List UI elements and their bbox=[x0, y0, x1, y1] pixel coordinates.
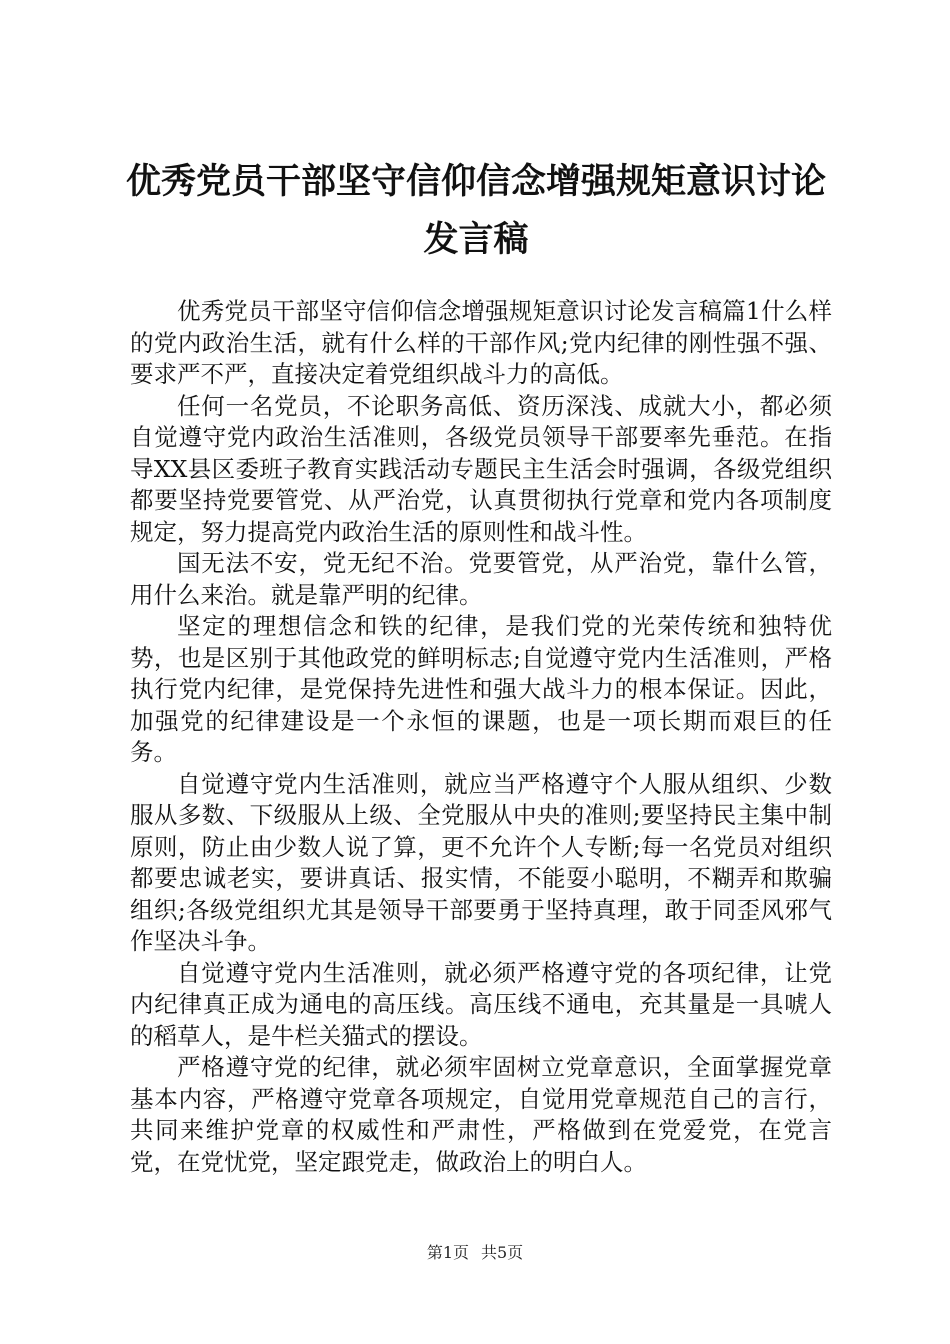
page-number-current: 第1页 bbox=[426, 1243, 469, 1262]
page-footer bbox=[0, 1243, 950, 1263]
paragraph: 任何一名党员，不论职务高低、资历深浅、成就大小，都必须自觉遵守党内政治生活准则，各级党员领导干部要率先垂范。在指导XX县区委班子教育实践活动专题民主生活会时强调，各级党组织都要坚持党要管党、从严治党，认真贯彻执行党章和党内各项制度规定，努力提高党内政治生活的原则性和战斗性。 bbox=[130, 391, 832, 546]
paragraph: 坚定的理想信念和铁的纪律，是我们党的光荣传统和独特优势，也是区别于其他政党的鲜明标志;自觉遵守党内生活准则，严格执行党内纪律，是党保持先进性和强大战斗力的根本保证。因此，加强党的纪律建设是一个永恒的课题，也是一项长期而艰巨的任务。 bbox=[130, 612, 832, 766]
paragraph: 严格遵守党的纪律，就必须牢固树立党章意识，全面掌握党章基本内容，严格遵守党章各项规定，自觉用党章规范自己的言行，共同来维护党章的权威性和严肃性，严格做到在党爱党，在党言党，在党忧党，坚定跟党走，做政治上的明白人。 bbox=[130, 1053, 832, 1176]
paragraph: 自觉遵守党内生活准则，就应当严格遵守个人服从组织、少数服从多数、下级服从上级、全党服从中央的准则;要坚持民主集中制原则，防止由少数人说了算，更不允许个人专断;每一名党员对组织都要忠诚老实，要讲真话、报实情，不能耍小聪明，不糊弄和欺骗组织;各级党组织尤其是领导干部要勇于坚持真理，敢于同歪风邪气作坚决斗争。 bbox=[130, 769, 832, 955]
page-number-total: 共5页 bbox=[481, 1243, 524, 1262]
paragraph: 自觉遵守党内生活准则，就必须严格遵守党的各项纪律，让党内纪律真正成为通电的高压线。高压线不通电，充其量是一具唬人的稻草人，是牛栏关猫式的摆设。 bbox=[130, 958, 832, 1050]
document-title-line-2: 发言稿 bbox=[423, 220, 529, 260]
document-body bbox=[130, 296, 832, 1178]
paragraph: 国无法不安，党无纪不治。党要管党，从严治党，靠什么管，用什么来治。就是靠严明的纪律。 bbox=[130, 549, 832, 609]
document-title-line-1: 优秀党员干部坚守信仰信念增强规矩意识讨论 bbox=[125, 162, 826, 202]
paragraph: 优秀党员干部坚守信仰信念增强规矩意识讨论发言稿篇1什么样的党内政治生活，就有什么样的干部作风;党内纪律的刚性强不强、要求严不严，直接决定着党组织战斗力的高低。 bbox=[130, 297, 832, 388]
